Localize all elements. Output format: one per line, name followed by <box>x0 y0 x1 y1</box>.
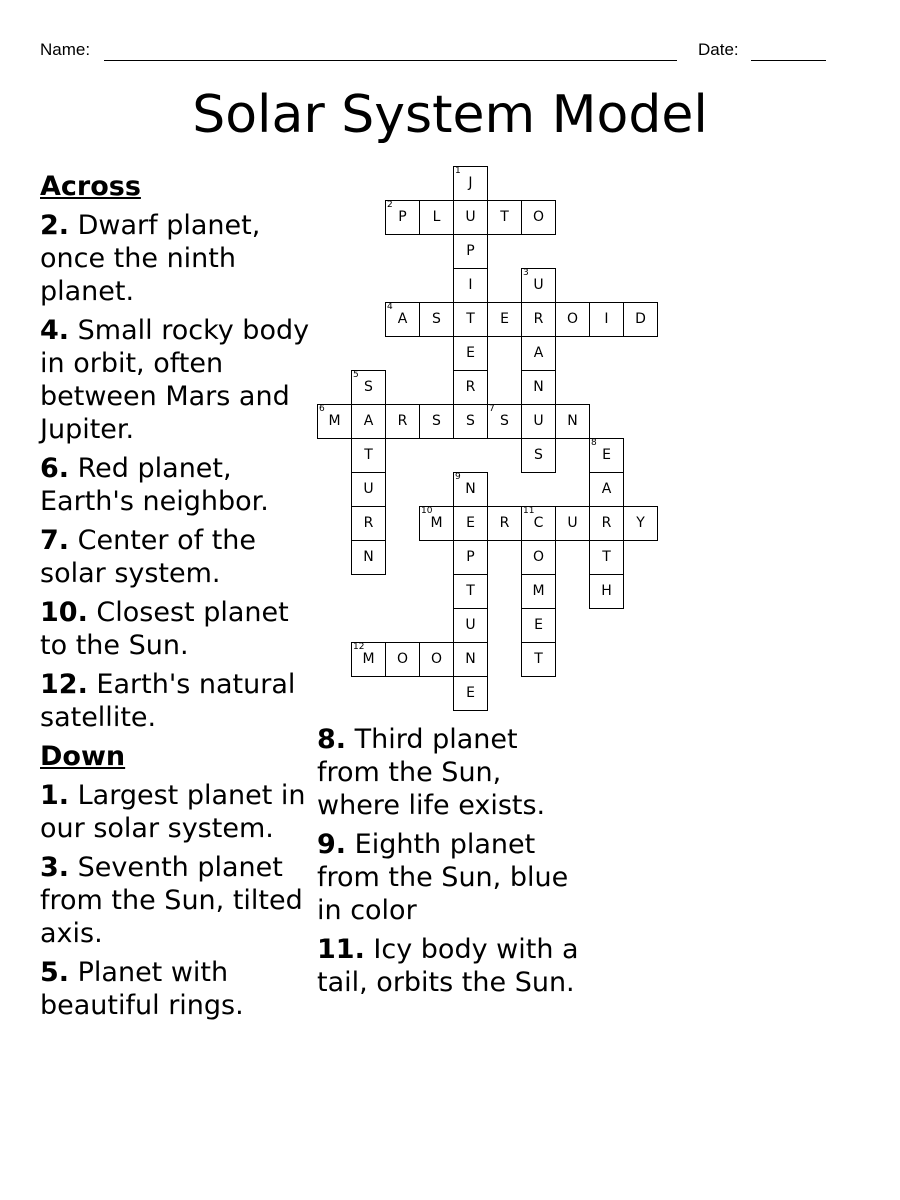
clue-item <box>40 668 315 734</box>
cell-letter: N <box>533 379 544 395</box>
grid-cell[interactable] <box>453 404 488 439</box>
cell-letter: U <box>533 277 544 293</box>
clue-text: Closest planet to the Sun. <box>40 597 289 661</box>
cell-letter: A <box>601 481 612 497</box>
grid-cell[interactable] <box>589 506 624 541</box>
cell-number: 8 <box>591 438 597 448</box>
clue-number: 10. <box>40 597 88 628</box>
grid-cell[interactable] <box>419 404 454 439</box>
clue-item <box>40 779 315 845</box>
cell-letter: E <box>602 447 611 463</box>
grid-cell[interactable] <box>453 370 488 405</box>
cell-letter: I <box>604 311 609 327</box>
grid-cell[interactable] <box>351 404 386 439</box>
clue-text: Seventh planet from the Sun, tilted axis. <box>40 852 303 949</box>
cell-letter: O <box>532 209 545 225</box>
grid-cell[interactable] <box>589 472 624 507</box>
across-heading: Across <box>40 171 141 202</box>
cell-number: 10 <box>421 506 433 516</box>
cell-letter: M <box>328 413 341 429</box>
cell-letter: O <box>532 549 545 565</box>
grid-cell[interactable] <box>589 540 624 575</box>
grid-cell[interactable] <box>521 370 556 405</box>
grid-cell[interactable] <box>487 506 522 541</box>
cell-letter: S <box>432 413 441 429</box>
cell-letter: P <box>466 549 475 565</box>
cell-number: 1 <box>455 166 461 176</box>
cell-letter: T <box>466 583 475 599</box>
clue-text: Largest planet in our solar system. <box>40 780 306 844</box>
cell-letter: M <box>430 515 443 531</box>
cell-letter: C <box>533 515 544 531</box>
cell-letter: S <box>364 379 373 395</box>
grid-cell[interactable] <box>453 574 488 609</box>
cell-number: 4 <box>387 302 393 312</box>
cell-letter: R <box>499 515 510 531</box>
cell-letter: A <box>363 413 374 429</box>
page-title: Solar System Model <box>192 85 708 145</box>
grid-cell[interactable] <box>487 404 522 439</box>
cell-letter: A <box>397 311 408 327</box>
cell-letter: R <box>533 311 544 327</box>
date-label: Date: <box>698 40 739 59</box>
cell-letter: Y <box>636 515 645 531</box>
down-heading: Down <box>40 741 126 772</box>
clue-number: 8. <box>317 724 347 755</box>
grid-cell[interactable] <box>351 472 386 507</box>
down-clue-list <box>40 779 315 1022</box>
cell-letter: N <box>363 549 374 565</box>
cell-letter: I <box>468 277 473 293</box>
clue-text: Eighth planet from the Sun, blue in color <box>317 829 569 926</box>
cell-letter: S <box>466 413 475 429</box>
clue-item <box>40 452 315 518</box>
cell-letter: O <box>396 651 409 667</box>
clue-number: 5. <box>40 957 70 988</box>
cell-letter: E <box>466 345 475 361</box>
cell-letter: U <box>567 515 578 531</box>
grid-cell[interactable] <box>351 438 386 473</box>
cell-letter: E <box>500 311 509 327</box>
grid-cell[interactable] <box>555 506 590 541</box>
across-clue-list <box>40 209 315 734</box>
clue-item <box>317 933 582 999</box>
cell-letter: A <box>533 345 544 361</box>
cell-letter: L <box>432 209 441 225</box>
cell-letter: R <box>397 413 408 429</box>
cell-letter: N <box>465 481 476 497</box>
grid-cell[interactable] <box>521 506 556 541</box>
cell-letter: E <box>466 685 475 701</box>
cell-number: 7 <box>489 404 495 414</box>
grid-cell[interactable] <box>419 642 454 677</box>
grid-cell[interactable] <box>385 642 420 677</box>
cell-letter: P <box>398 209 407 225</box>
clue-item <box>40 956 315 1022</box>
cell-number: 3 <box>523 268 529 278</box>
cell-letter: T <box>466 311 475 327</box>
grid-cell[interactable] <box>351 540 386 575</box>
grid-cell[interactable] <box>453 506 488 541</box>
grid-cell[interactable] <box>453 336 488 371</box>
cell-letter: U <box>465 209 476 225</box>
grid-cell[interactable] <box>555 302 590 337</box>
clue-number: 11. <box>317 934 365 965</box>
grid-cell[interactable] <box>317 404 352 439</box>
grid-cell[interactable] <box>521 200 556 235</box>
cell-letter: P <box>466 243 475 259</box>
grid-cell[interactable] <box>453 200 488 235</box>
grid-cell[interactable] <box>555 404 590 439</box>
clue-text: Dwarf planet, once the ninth planet. <box>40 210 261 307</box>
cell-letter: R <box>601 515 612 531</box>
cell-letter: J <box>468 175 473 191</box>
cell-letter: U <box>533 413 544 429</box>
cell-letter: O <box>566 311 579 327</box>
cell-letter: N <box>567 413 578 429</box>
cell-number: 12 <box>353 642 365 652</box>
grid-cell[interactable] <box>453 234 488 269</box>
grid-cell[interactable] <box>521 404 556 439</box>
clues-left-column <box>40 170 315 1028</box>
cell-letter: E <box>466 515 475 531</box>
grid-cell[interactable] <box>351 370 386 405</box>
clue-number: 7. <box>40 525 70 556</box>
cell-letter: T <box>500 209 509 225</box>
cell-number: 2 <box>387 200 393 210</box>
clue-text: Third planet from the Sun, where life exists. <box>317 724 546 821</box>
cell-letter: U <box>465 617 476 633</box>
grid-cell[interactable] <box>589 574 624 609</box>
grid-cell[interactable] <box>521 336 556 371</box>
grid-cell[interactable] <box>453 302 488 337</box>
cell-letter: R <box>465 379 476 395</box>
grid-cell[interactable] <box>589 438 624 473</box>
grid-cell[interactable] <box>453 166 488 201</box>
clue-number: 12. <box>40 669 88 700</box>
grid-cell[interactable] <box>351 506 386 541</box>
clue-item <box>40 851 315 950</box>
cell-letter: S <box>534 447 543 463</box>
cell-number: 6 <box>319 404 325 414</box>
grid-cell[interactable] <box>385 404 420 439</box>
grid-cell[interactable] <box>351 642 386 677</box>
cell-letter: N <box>465 651 476 667</box>
grid-cell[interactable] <box>521 302 556 337</box>
clue-number: 2. <box>40 210 70 241</box>
grid-cell[interactable] <box>453 472 488 507</box>
clue-number: 3. <box>40 852 70 883</box>
grid-cell[interactable] <box>521 574 556 609</box>
grid-cell[interactable] <box>521 268 556 303</box>
clue-number: 9. <box>317 829 347 860</box>
clue-text: Red planet, Earth's neighbor. <box>40 453 269 517</box>
grid-cell[interactable] <box>453 540 488 575</box>
cell-letter: S <box>500 413 509 429</box>
grid-cell[interactable] <box>623 302 658 337</box>
cell-letter: D <box>635 311 646 327</box>
grid-cell[interactable] <box>419 200 454 235</box>
grid-cell[interactable] <box>385 302 420 337</box>
clue-text: Planet with beautiful rings. <box>40 957 244 1021</box>
clue-item <box>40 209 315 308</box>
clue-number: 4. <box>40 315 70 346</box>
name-label: Name: <box>40 40 91 59</box>
cell-letter: M <box>532 583 545 599</box>
clue-text: Icy body with a tail, orbits the Sun. <box>317 934 579 998</box>
cell-letter: T <box>602 549 611 565</box>
grid-cell[interactable] <box>419 506 454 541</box>
grid-cell[interactable] <box>589 302 624 337</box>
cell-letter: O <box>430 651 443 667</box>
cell-letter: T <box>364 447 373 463</box>
grid-cell[interactable] <box>453 608 488 643</box>
grid-cell[interactable] <box>521 438 556 473</box>
grid-cell[interactable] <box>419 302 454 337</box>
clue-text: Center of the solar system. <box>40 525 257 589</box>
cell-number: 9 <box>455 472 461 482</box>
clue-number: 6. <box>40 453 70 484</box>
grid-cell[interactable] <box>487 200 522 235</box>
clue-item <box>40 314 315 446</box>
clue-item <box>317 828 582 927</box>
clue-item <box>40 596 315 662</box>
cell-number: 11 <box>523 506 535 516</box>
grid-cell[interactable] <box>521 642 556 677</box>
clue-number: 1. <box>40 780 70 811</box>
grid-cell[interactable] <box>521 608 556 643</box>
grid-cell[interactable] <box>623 506 658 541</box>
grid-cell[interactable] <box>521 540 556 575</box>
grid-cell[interactable] <box>487 302 522 337</box>
cell-letter: T <box>534 651 543 667</box>
down-clue-list-continued <box>317 723 582 999</box>
clue-item <box>40 524 315 590</box>
clue-text: Small rocky body in orbit, often between Mars and Jupiter. <box>40 315 310 445</box>
grid-cell[interactable] <box>385 200 420 235</box>
cell-letter: H <box>601 583 612 599</box>
cell-letter: S <box>432 311 441 327</box>
grid-cell[interactable] <box>453 642 488 677</box>
grid-cell[interactable] <box>453 676 488 711</box>
clues-right-column <box>317 723 582 1005</box>
cell-letter: R <box>363 515 374 531</box>
cell-number: 5 <box>353 370 359 380</box>
cell-letter: M <box>362 651 375 667</box>
cell-letter: E <box>534 617 543 633</box>
cell-letter: U <box>363 481 374 497</box>
clue-item <box>317 723 582 822</box>
clue-text: Earth's natural satellite. <box>40 669 296 733</box>
grid-cell[interactable] <box>453 268 488 303</box>
